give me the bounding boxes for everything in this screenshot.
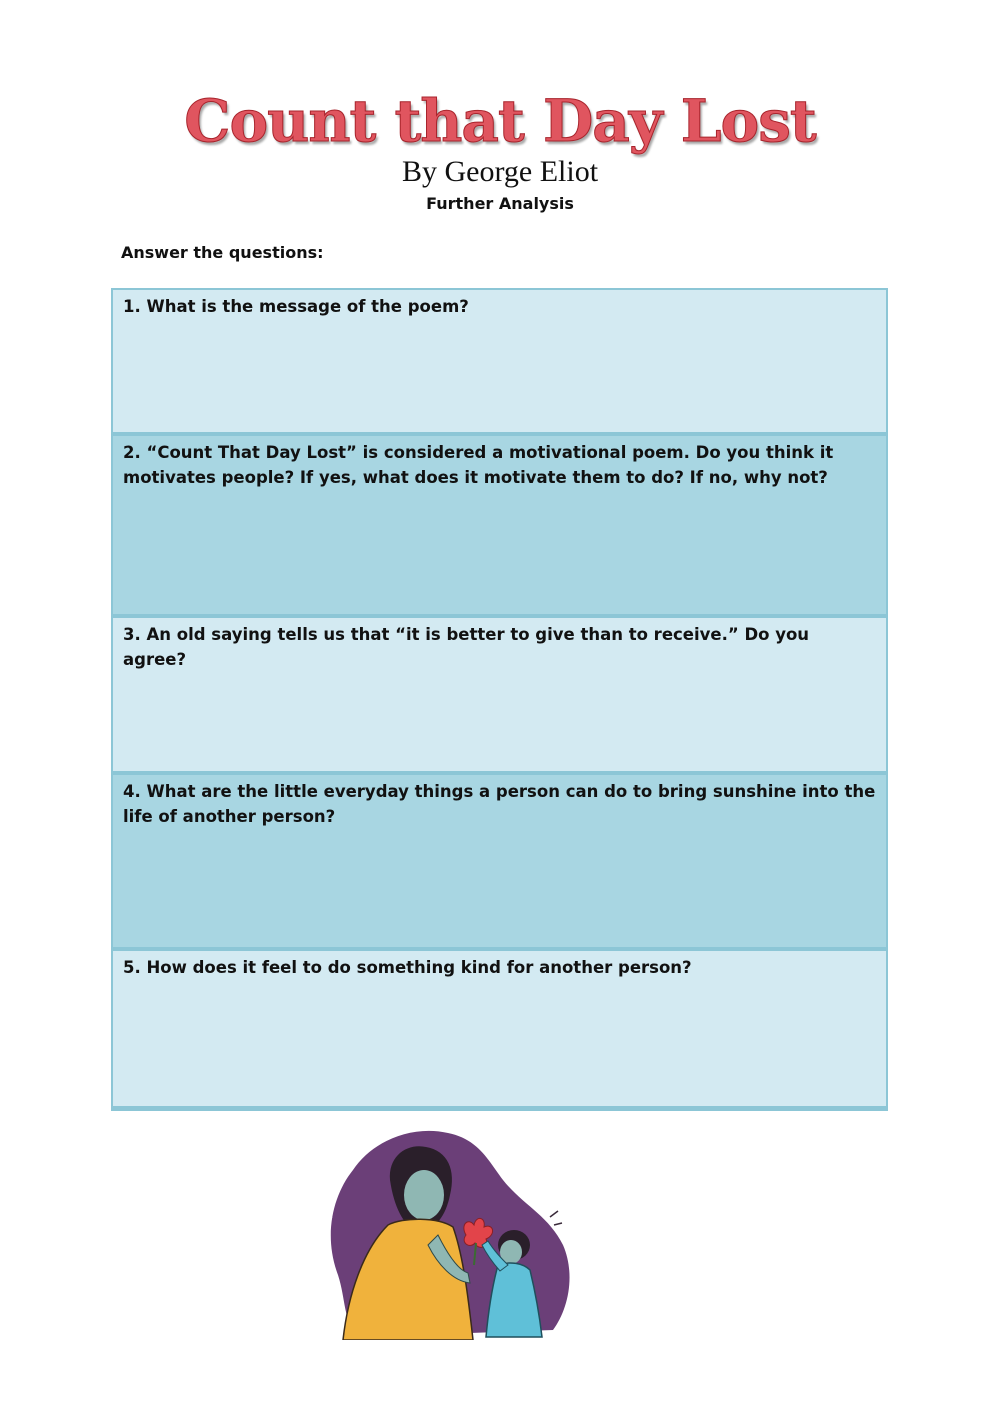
question-5[interactable]	[113, 951, 886, 1109]
mother-face	[404, 1170, 444, 1220]
questions-table	[111, 288, 888, 1111]
question-4-text: 4. What are the little everyday things a person can do to bring sunshine into the life of another person?	[123, 782, 876, 826]
question-1[interactable]	[113, 290, 886, 436]
question-3-text: 3. An old saying tells us that “it is better to give than to receive.” Do you agree?	[123, 625, 810, 669]
author-line: By George Eliot	[401, 155, 599, 188]
question-2[interactable]	[113, 436, 886, 618]
instruction-text: Answer the questions:	[121, 243, 324, 262]
mother-child-flower-illustration	[318, 1125, 580, 1340]
question-3[interactable]	[113, 618, 886, 775]
subtitle: Further Analysis	[426, 194, 574, 213]
question-2-text: 2. “Count That Day Lost” is considered a motivational poem. Do you think it motivates people? If yes, what does it motivate them to do? If no, why not?	[123, 443, 834, 487]
page-title: Count that Day Lost	[184, 87, 816, 155]
question-4[interactable]	[113, 775, 886, 951]
question-5-text: 5. How does it feel to do something kind for another person?	[123, 958, 692, 977]
question-1-text: 1. What is the message of the poem?	[123, 297, 469, 316]
